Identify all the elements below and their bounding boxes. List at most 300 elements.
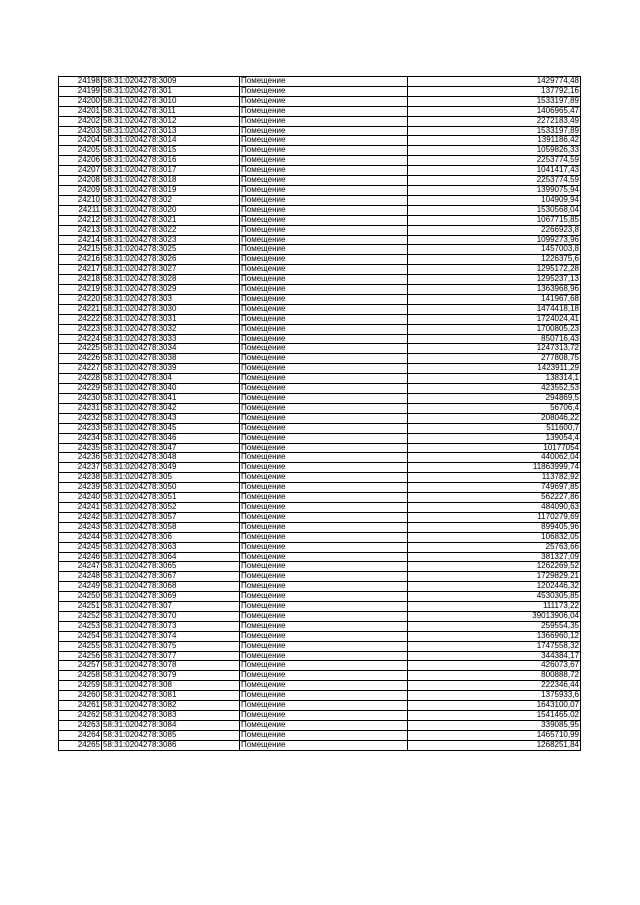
object-type-cell: Помещение: [240, 473, 408, 483]
cadastral-number-cell: 58:31:0204278:3029: [102, 285, 240, 295]
cadastral-value-cell: 1406965,47: [408, 106, 581, 116]
table-row: [59, 493, 581, 503]
object-type-cell: Помещение: [240, 631, 408, 641]
cadastral-value-cell: 1700805,23: [408, 324, 581, 334]
cadastral-value-cell: 1423911,29: [408, 364, 581, 374]
table-row: [59, 542, 581, 552]
row-number-cell: 24226: [59, 354, 102, 364]
row-number-cell: 24263: [59, 720, 102, 730]
cadastral-number-cell: 58:31:0204278:3018: [102, 176, 240, 186]
object-type-cell: Помещение: [240, 483, 408, 493]
object-type-cell: Помещение: [240, 730, 408, 740]
object-type-cell: Помещение: [240, 235, 408, 245]
row-number-cell: 24262: [59, 711, 102, 721]
cadastral-number-cell: 58:31:0204278:306: [102, 532, 240, 542]
cadastral-value-cell: 562227,86: [408, 493, 581, 503]
cadastral-value-cell: 1295172,28: [408, 265, 581, 275]
table-row: [59, 185, 581, 195]
object-type-cell: Помещение: [240, 324, 408, 334]
table-row: [59, 235, 581, 245]
cadastral-number-cell: 58:31:0204278:303: [102, 294, 240, 304]
cadastral-value-cell: 423552,53: [408, 384, 581, 394]
object-type-cell: Помещение: [240, 294, 408, 304]
table-row: [59, 473, 581, 483]
cadastral-value-cell: 1363968,96: [408, 285, 581, 295]
object-type-cell: Помещение: [240, 285, 408, 295]
object-type-cell: Помещение: [240, 443, 408, 453]
table-row: [59, 245, 581, 255]
cadastral-number-cell: 58:31:0204278:3011: [102, 106, 240, 116]
cadastral-value-cell: 1724024,41: [408, 314, 581, 324]
cadastral-number-cell: 58:31:0204278:3084: [102, 720, 240, 730]
table-row: [59, 136, 581, 146]
cadastral-number-cell: 58:31:0204278:3064: [102, 552, 240, 562]
cadastral-number-cell: 58:31:0204278:3050: [102, 483, 240, 493]
row-number-cell: 24224: [59, 334, 102, 344]
row-number-cell: 24216: [59, 255, 102, 265]
cadastral-value-cell: 899405,96: [408, 522, 581, 532]
cadastral-value-cell: 1041417,43: [408, 166, 581, 176]
cadastral-value-cell: 440062,04: [408, 453, 581, 463]
row-number-cell: 24237: [59, 463, 102, 473]
cadastral-number-cell: 58:31:0204278:3078: [102, 661, 240, 671]
cadastral-number-cell: 58:31:0204278:3074: [102, 631, 240, 641]
row-number-cell: 24210: [59, 195, 102, 205]
table-row: [59, 146, 581, 156]
object-type-cell: Помещение: [240, 562, 408, 572]
cadastral-number-cell: 58:31:0204278:3020: [102, 205, 240, 215]
cadastral-value-cell: 104909,94: [408, 195, 581, 205]
cadastral-number-cell: 58:31:0204278:3058: [102, 522, 240, 532]
row-number-cell: 24228: [59, 374, 102, 384]
cadastral-number-cell: 58:31:0204278:3069: [102, 592, 240, 602]
cadastral-value-cell: 1262269,52: [408, 562, 581, 572]
cadastral-value-cell: 2272183,49: [408, 116, 581, 126]
table-row: [59, 621, 581, 631]
row-number-cell: 24207: [59, 166, 102, 176]
table-row: [59, 522, 581, 532]
cadastral-number-cell: 58:31:0204278:3086: [102, 740, 240, 750]
table-row: [59, 483, 581, 493]
object-type-cell: Помещение: [240, 166, 408, 176]
cadastral-number-cell: 58:31:0204278:3013: [102, 126, 240, 136]
cadastral-value-cell: 1474418,18: [408, 304, 581, 314]
cadastral-number-cell: 58:31:0204278:3012: [102, 116, 240, 126]
cadastral-number-cell: 58:31:0204278:3015: [102, 146, 240, 156]
cadastral-number-cell: 58:31:0204278:3057: [102, 512, 240, 522]
row-number-cell: 24235: [59, 443, 102, 453]
object-type-cell: Помещение: [240, 195, 408, 205]
table-row: [59, 403, 581, 413]
cadastral-value-cell: 2253774,59: [408, 156, 581, 166]
cadastral-number-cell: 58:31:0204278:3052: [102, 502, 240, 512]
cadastral-value-cell: 1375933,6: [408, 691, 581, 701]
table-row: [59, 463, 581, 473]
row-number-cell: 24220: [59, 294, 102, 304]
table-row: [59, 195, 581, 205]
object-type-cell: Помещение: [240, 611, 408, 621]
cadastral-number-cell: 58:31:0204278:3033: [102, 334, 240, 344]
cadastral-value-cell: 1457003,8: [408, 245, 581, 255]
cadastral-number-cell: 58:31:0204278:3032: [102, 324, 240, 334]
table-row: [59, 304, 581, 314]
table-row: [59, 255, 581, 265]
cadastral-number-cell: 58:31:0204278:3048: [102, 453, 240, 463]
table-row: [59, 740, 581, 750]
row-number-cell: 24223: [59, 324, 102, 334]
table-row: [59, 275, 581, 285]
table-row: [59, 582, 581, 592]
cadastral-value-cell: 111173,22: [408, 602, 581, 612]
table-row: [59, 562, 581, 572]
object-type-cell: Помещение: [240, 463, 408, 473]
cadastral-value-cell: 1391186,42: [408, 136, 581, 146]
table-row: [59, 205, 581, 215]
object-type-cell: Помещение: [240, 275, 408, 285]
table-row: [59, 106, 581, 116]
table-row: [59, 711, 581, 721]
row-number-cell: 24257: [59, 661, 102, 671]
cadastral-number-cell: 58:31:0204278:3075: [102, 641, 240, 651]
cadastral-value-cell: 1295237,13: [408, 275, 581, 285]
cadastral-value-cell: 344384,17: [408, 651, 581, 661]
cadastral-value-cell: 1226375,6: [408, 255, 581, 265]
cadastral-number-cell: 58:31:0204278:3023: [102, 235, 240, 245]
object-type-cell: Помещение: [240, 691, 408, 701]
row-number-cell: 24253: [59, 621, 102, 631]
object-type-cell: Помещение: [240, 334, 408, 344]
row-number-cell: 24258: [59, 671, 102, 681]
cadastral-number-cell: 58:31:0204278:3026: [102, 255, 240, 265]
row-number-cell: 24232: [59, 413, 102, 423]
object-type-cell: Помещение: [240, 552, 408, 562]
cadastral-value-cell: 1729829,21: [408, 572, 581, 582]
object-type-cell: Помещение: [240, 512, 408, 522]
object-type-cell: Помещение: [240, 394, 408, 404]
object-type-cell: Помещение: [240, 661, 408, 671]
cadastral-number-cell: 58:31:0204278:302: [102, 195, 240, 205]
cadastral-value-cell: 339085,95: [408, 720, 581, 730]
object-type-cell: Помещение: [240, 671, 408, 681]
cadastral-value-cell: 277808,75: [408, 354, 581, 364]
row-number-cell: 24248: [59, 572, 102, 582]
table-row: [59, 215, 581, 225]
row-number-cell: 24259: [59, 681, 102, 691]
cadastral-value-cell: 137792,16: [408, 86, 581, 96]
row-number-cell: 24246: [59, 552, 102, 562]
cadastral-value-cell: 113782,92: [408, 473, 581, 483]
object-type-cell: Помещение: [240, 176, 408, 186]
row-number-cell: 24219: [59, 285, 102, 295]
table-row: [59, 374, 581, 384]
cadastral-value-cell: 1530568,04: [408, 205, 581, 215]
row-number-cell: 24214: [59, 235, 102, 245]
object-type-cell: Помещение: [240, 136, 408, 146]
table-row: [59, 691, 581, 701]
row-number-cell: 24206: [59, 156, 102, 166]
object-type-cell: Помещение: [240, 354, 408, 364]
row-number-cell: 24204: [59, 136, 102, 146]
row-number-cell: 24264: [59, 730, 102, 740]
cadastral-value-cell: 1067715,85: [408, 215, 581, 225]
cadastral-value-cell: 1541465,02: [408, 711, 581, 721]
row-number-cell: 24234: [59, 433, 102, 443]
cadastral-number-cell: 58:31:0204278:3021: [102, 215, 240, 225]
cadastral-value-cell: 10177054: [408, 443, 581, 453]
cadastral-number-cell: 58:31:0204278:308: [102, 681, 240, 691]
table-row: [59, 641, 581, 651]
row-number-cell: 24200: [59, 96, 102, 106]
row-number-cell: 24231: [59, 403, 102, 413]
row-number-cell: 24201: [59, 106, 102, 116]
cadastral-number-cell: 58:31:0204278:3025: [102, 245, 240, 255]
row-number-cell: 24265: [59, 740, 102, 750]
table-row: [59, 681, 581, 691]
row-number-cell: 24256: [59, 651, 102, 661]
object-type-cell: Помещение: [240, 265, 408, 275]
object-type-cell: Помещение: [240, 602, 408, 612]
row-number-cell: 24255: [59, 641, 102, 651]
object-type-cell: Помещение: [240, 215, 408, 225]
cadastral-number-cell: 58:31:0204278:3030: [102, 304, 240, 314]
table-row: [59, 285, 581, 295]
row-number-cell: 24261: [59, 701, 102, 711]
row-number-cell: 24249: [59, 582, 102, 592]
cadastral-value-cell: 1366960,12: [408, 631, 581, 641]
cadastral-value-cell: 381327,09: [408, 552, 581, 562]
cadastral-value-cell: 1202446,32: [408, 582, 581, 592]
object-type-cell: Помещение: [240, 364, 408, 374]
row-number-cell: 24240: [59, 493, 102, 503]
cadastral-value-cell: 1399075,94: [408, 185, 581, 195]
cadastral-value-cell: 25763,66: [408, 542, 581, 552]
cadastral-value-cell: 1059826,33: [408, 146, 581, 156]
row-number-cell: 24238: [59, 473, 102, 483]
table-row: [59, 423, 581, 433]
row-number-cell: 24205: [59, 146, 102, 156]
table-row: [59, 730, 581, 740]
object-type-cell: Помещение: [240, 621, 408, 631]
cadastral-value-cell: 259554,35: [408, 621, 581, 631]
cadastral-value-cell: 56706,4: [408, 403, 581, 413]
cadastral-number-cell: 58:31:0204278:3038: [102, 354, 240, 364]
table-row: [59, 354, 581, 364]
table-row: [59, 552, 581, 562]
object-type-cell: Помещение: [240, 423, 408, 433]
cadastral-number-cell: 58:31:0204278:3040: [102, 384, 240, 394]
table-row: [59, 502, 581, 512]
table-row: [59, 443, 581, 453]
row-number-cell: 24251: [59, 602, 102, 612]
cadastral-number-cell: 58:31:0204278:3047: [102, 443, 240, 453]
cadastral-number-cell: 58:31:0204278:3070: [102, 611, 240, 621]
row-number-cell: 24239: [59, 483, 102, 493]
cadastral-number-cell: 58:31:0204278:3031: [102, 314, 240, 324]
table-row: [59, 651, 581, 661]
object-type-cell: Помещение: [240, 384, 408, 394]
row-number-cell: 24230: [59, 394, 102, 404]
row-number-cell: 24199: [59, 86, 102, 96]
table-row: [59, 334, 581, 344]
table-row: [59, 344, 581, 354]
object-type-cell: Помещение: [240, 493, 408, 503]
cadastral-number-cell: 58:31:0204278:3042: [102, 403, 240, 413]
row-number-cell: 24242: [59, 512, 102, 522]
row-number-cell: 24244: [59, 532, 102, 542]
object-type-cell: Помещение: [240, 740, 408, 750]
cadastral-number-cell: 58:31:0204278:3034: [102, 344, 240, 354]
object-type-cell: Помещение: [240, 701, 408, 711]
table-row: [59, 384, 581, 394]
table-row: [59, 611, 581, 621]
cadastral-number-cell: 58:31:0204278:3046: [102, 433, 240, 443]
cadastral-value-cell: 1099273,96: [408, 235, 581, 245]
object-type-cell: Помещение: [240, 225, 408, 235]
table-row: [59, 602, 581, 612]
table-row: [59, 314, 581, 324]
table-row: [59, 701, 581, 711]
row-number-cell: 24212: [59, 215, 102, 225]
cadastral-value-cell: 1429774,48: [408, 77, 581, 87]
object-type-cell: Помещение: [240, 77, 408, 87]
object-type-cell: Помещение: [240, 205, 408, 215]
cadastral-number-cell: 58:31:0204278:304: [102, 374, 240, 384]
cadastral-value-cell: 1643100,07: [408, 701, 581, 711]
row-number-cell: 24202: [59, 116, 102, 126]
table-row: [59, 671, 581, 681]
object-type-cell: Помещение: [240, 641, 408, 651]
cadastral-value-cell: 2266923,8: [408, 225, 581, 235]
row-number-cell: 24227: [59, 364, 102, 374]
object-type-cell: Помещение: [240, 116, 408, 126]
cadastral-value-cell: 1170279,69: [408, 512, 581, 522]
table-row: [59, 96, 581, 106]
cadastral-value-cell: 208046,22: [408, 413, 581, 423]
cadastral-number-cell: 58:31:0204278:3081: [102, 691, 240, 701]
cadastral-number-cell: 58:31:0204278:3039: [102, 364, 240, 374]
cadastral-number-cell: 58:31:0204278:3016: [102, 156, 240, 166]
cadastral-value-cell: 4530305,85: [408, 592, 581, 602]
row-number-cell: 24229: [59, 384, 102, 394]
object-type-cell: Помещение: [240, 681, 408, 691]
cadastral-value-cell: 1465710,99: [408, 730, 581, 740]
object-type-cell: Помещение: [240, 711, 408, 721]
table-row: [59, 77, 581, 87]
cadastral-number-cell: 58:31:0204278:3065: [102, 562, 240, 572]
cadastral-number-cell: 58:31:0204278:3049: [102, 463, 240, 473]
table-row: [59, 413, 581, 423]
row-number-cell: 24222: [59, 314, 102, 324]
row-number-cell: 24241: [59, 502, 102, 512]
cadastral-value-cell: 1268251,84: [408, 740, 581, 750]
table-row: [59, 294, 581, 304]
table-row: [59, 225, 581, 235]
table-row: [59, 532, 581, 542]
cadastral-value-cell: 39013906,04: [408, 611, 581, 621]
row-number-cell: 24243: [59, 522, 102, 532]
object-type-cell: Помещение: [240, 255, 408, 265]
table-row: [59, 166, 581, 176]
object-type-cell: Помещение: [240, 651, 408, 661]
object-type-cell: Помещение: [240, 86, 408, 96]
cadastral-number-cell: 58:31:0204278:3019: [102, 185, 240, 195]
table-body: [59, 77, 581, 751]
cadastral-number-cell: 58:31:0204278:3022: [102, 225, 240, 235]
object-type-cell: Помещение: [240, 582, 408, 592]
object-type-cell: Помещение: [240, 522, 408, 532]
row-number-cell: 24208: [59, 176, 102, 186]
cadastral-number-cell: 58:31:0204278:3079: [102, 671, 240, 681]
object-type-cell: Помещение: [240, 126, 408, 136]
object-type-cell: Помещение: [240, 502, 408, 512]
row-number-cell: 24260: [59, 691, 102, 701]
cadastral-value-cell: 139054,4: [408, 433, 581, 443]
table-row: [59, 156, 581, 166]
table-row: [59, 324, 581, 334]
object-type-cell: Помещение: [240, 542, 408, 552]
object-type-cell: Помещение: [240, 146, 408, 156]
row-number-cell: 24236: [59, 453, 102, 463]
cadastral-number-cell: 58:31:0204278:3017: [102, 166, 240, 176]
table-row: [59, 572, 581, 582]
object-type-cell: Помещение: [240, 156, 408, 166]
table-row: [59, 661, 581, 671]
object-type-cell: Помещение: [240, 720, 408, 730]
cadastral-value-cell: 1533197,89: [408, 96, 581, 106]
cadastral-value-cell: 222346,44: [408, 681, 581, 691]
object-type-cell: Помещение: [240, 592, 408, 602]
cadastral-number-cell: 58:31:0204278:3068: [102, 582, 240, 592]
cadastral-value-cell: 749697,85: [408, 483, 581, 493]
cadastral-number-cell: 58:31:0204278:3043: [102, 413, 240, 423]
cadastral-number-cell: 58:31:0204278:301: [102, 86, 240, 96]
row-number-cell: 24198: [59, 77, 102, 87]
cadastral-value-cell: 1247313,72: [408, 344, 581, 354]
object-type-cell: Помещение: [240, 532, 408, 542]
cadastral-number-cell: 58:31:0204278:3010: [102, 96, 240, 106]
cadastral-value-cell: 138314,1: [408, 374, 581, 384]
cadastral-value-cell: 800888,72: [408, 671, 581, 681]
cadastral-number-cell: 58:31:0204278:3045: [102, 423, 240, 433]
table-row: [59, 364, 581, 374]
object-type-cell: Помещение: [240, 572, 408, 582]
row-number-cell: 24254: [59, 631, 102, 641]
cadastral-value-cell: 11863999,74: [408, 463, 581, 473]
object-type-cell: Помещение: [240, 314, 408, 324]
table-row: [59, 592, 581, 602]
table-row: [59, 453, 581, 463]
object-type-cell: Помещение: [240, 433, 408, 443]
row-number-cell: 24233: [59, 423, 102, 433]
cadastral-number-cell: 58:31:0204278:3077: [102, 651, 240, 661]
table-row: [59, 176, 581, 186]
cadastral-number-cell: 58:31:0204278:3073: [102, 621, 240, 631]
row-number-cell: 24217: [59, 265, 102, 275]
cadastral-number-cell: 58:31:0204278:3083: [102, 711, 240, 721]
cadastral-value-cell: 294869,5: [408, 394, 581, 404]
cadastral-value-cell: 2253774,59: [408, 176, 581, 186]
cadastral-value-cell: 484090,63: [408, 502, 581, 512]
cadastral-number-cell: 58:31:0204278:3085: [102, 730, 240, 740]
cadastral-number-cell: 58:31:0204278:3063: [102, 542, 240, 552]
table-row: [59, 394, 581, 404]
row-number-cell: 24213: [59, 225, 102, 235]
object-type-cell: Помещение: [240, 374, 408, 384]
cadastral-number-cell: 58:31:0204278:3014: [102, 136, 240, 146]
object-type-cell: Помещение: [240, 96, 408, 106]
row-number-cell: 24221: [59, 304, 102, 314]
cadastral-number-cell: 58:31:0204278:3041: [102, 394, 240, 404]
